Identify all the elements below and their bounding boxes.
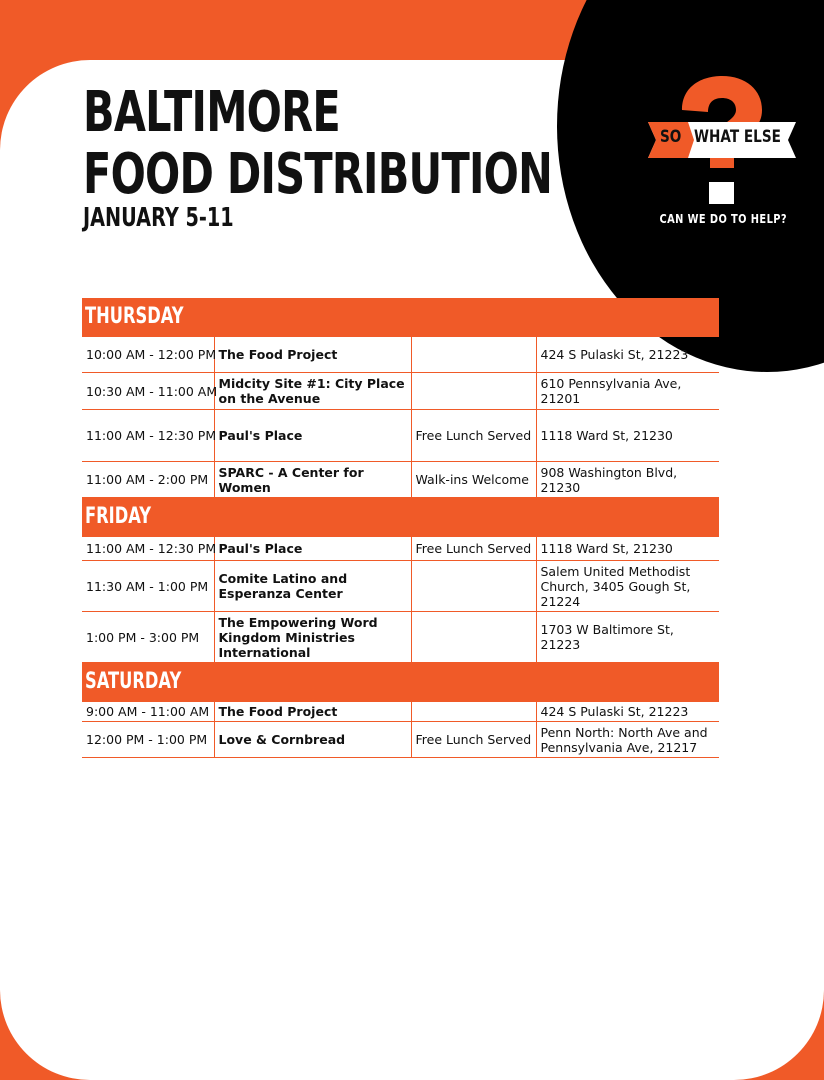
date-range: JANUARY 5-11	[83, 203, 234, 233]
page-title	[83, 82, 552, 206]
org-cell: Paul's Place	[214, 410, 411, 462]
address-cell: 424 S Pulaski St, 21223	[536, 702, 719, 722]
day-header-row	[82, 498, 719, 537]
address-cell: 1118 Ward St, 21230	[536, 410, 719, 462]
address-cell: 908 Washington Blvd, 21230	[536, 462, 719, 498]
address-cell: 610 Pennsylvania Ave, 21201	[536, 373, 719, 410]
time-cell: 11:00 AM - 12:30 PM	[82, 537, 214, 561]
note-cell	[411, 373, 536, 410]
org-cell: Midcity Site #1: City Place on the Avenue	[214, 373, 411, 410]
schedule-table	[82, 298, 719, 758]
address-cell: 424 S Pulaski St, 21223	[536, 337, 719, 373]
note-cell	[411, 612, 536, 663]
time-cell: 1:00 PM - 3:00 PM	[82, 612, 214, 663]
note-cell	[411, 337, 536, 373]
day-label-thursday: THURSDAY	[85, 303, 184, 329]
org-cell: The Food Project	[214, 337, 411, 373]
note-cell: Walk-ins Welcome	[411, 462, 536, 498]
time-cell: 10:00 AM - 12:00 PM	[82, 337, 214, 373]
table-row	[82, 410, 719, 462]
note-cell: Free Lunch Served	[411, 537, 536, 561]
note-cell	[411, 702, 536, 722]
time-cell: 10:30 AM - 11:00 AM	[82, 373, 214, 410]
table-row	[82, 337, 719, 373]
time-cell: 11:00 AM - 2:00 PM	[82, 462, 214, 498]
table-row	[82, 702, 719, 722]
logo-tagline: CAN WE DO TO HELP?	[659, 212, 787, 226]
org-cell: The Empowering Word Kingdom Ministries International	[214, 612, 411, 663]
org-cell: SPARC - A Center for Women	[214, 462, 411, 498]
address-cell: Penn North: North Ave and Pennsylvania Ave, 21217	[536, 722, 719, 758]
org-cell: Paul's Place	[214, 537, 411, 561]
time-cell: 11:30 AM - 1:00 PM	[82, 561, 214, 612]
banner-so: SO	[660, 127, 682, 147]
time-cell: 9:00 AM - 11:00 AM	[82, 702, 214, 722]
org-cell: Comite Latino and Esperanza Center	[214, 561, 411, 612]
time-cell: 12:00 PM - 1:00 PM	[82, 722, 214, 758]
so-what-else-logo	[646, 72, 798, 232]
address-cell: 1703 W Baltimore St, 21223	[536, 612, 719, 663]
banner-what-else: WHAT ELSE	[694, 127, 781, 147]
title-line-2: FOOD DISTRIBUTION	[83, 142, 553, 207]
table-row	[82, 537, 719, 561]
day-label-saturday: SATURDAY	[85, 668, 182, 694]
table-row	[82, 462, 719, 498]
address-cell: Salem United Methodist Church, 3405 Gough St, 21224	[536, 561, 719, 612]
day-header-row	[82, 298, 719, 337]
table-row	[82, 373, 719, 410]
address-cell: 1118 Ward St, 21230	[536, 537, 719, 561]
day-label-friday: FRIDAY	[85, 503, 152, 529]
table-row	[82, 561, 719, 612]
table-row	[82, 612, 719, 663]
table-row	[82, 722, 719, 758]
org-cell: The Food Project	[214, 702, 411, 722]
time-cell: 11:00 AM - 12:30 PM	[82, 410, 214, 462]
note-cell: Free Lunch Served	[411, 410, 536, 462]
day-header-row	[82, 663, 719, 702]
note-cell	[411, 561, 536, 612]
title-line-1: BALTIMORE	[83, 80, 340, 145]
org-cell: Love & Cornbread	[214, 722, 411, 758]
note-cell: Free Lunch Served	[411, 722, 536, 758]
